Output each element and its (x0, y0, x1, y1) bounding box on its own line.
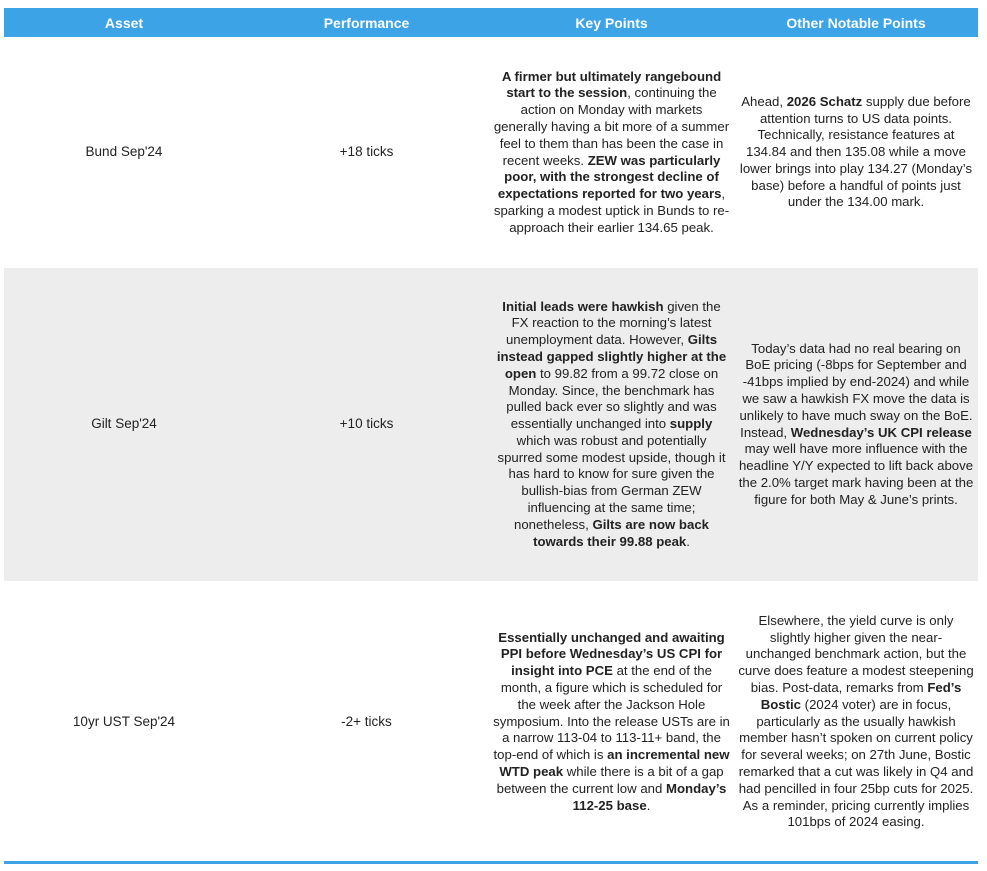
key-points-cell (489, 581, 734, 863)
other-notable-points-cell (734, 37, 978, 268)
key-points-cell (489, 37, 734, 268)
body-text: which was robust and potentially spurred some modest upside, though it has hard to know for sure given the bullish-bias from German ZEW influencing at the same time; nonetheless, (497, 432, 726, 532)
body-text: Elsewhere, the yield curve is only slightly higher given the near-unchanged benchmark action, but the curve does feature a modest steepening bias. Post-data, remarks from (738, 612, 974, 695)
emphasis-text: 2026 Schatz (786, 93, 863, 109)
asset-cell: Gilt Sep'24 (91, 416, 157, 432)
body-text: (2024 voter) are in focus, particularly as the usually hawkish member hasn’t spoken on current policy for several weeks; on 27th June, Bostic remarked that a cut was likely in Q4 and had pencilled in four 25bp cuts for 2025. As a reminder, pricing currently implies 101bps of 2024 easing. (738, 696, 974, 830)
body-text: supply due before attention turns to US data points. Technically, resistance features at 134.84 and then 135.08 while a move lower brings into play 134.27 (Monday’s base) before a handful of points just under the 134.00 mark. (739, 93, 973, 210)
body-text: . (686, 533, 690, 549)
header-asset: Asset (104, 14, 144, 31)
table-row-gilt (4, 268, 978, 581)
emphasis-text: Gilts instead gapped slightly higher at the open (496, 332, 727, 381)
body-text: . (646, 797, 651, 813)
body-text: at the end of the month, a figure which is scheduled for the week after the Jackson Hole symposium. Into the release USTs are in a narrow 113-04 to 113-11+ band, the top-end of which is (493, 663, 730, 763)
body-text: Ahead, (741, 93, 787, 109)
emphasis-text: Fed’s Bostic (760, 680, 962, 712)
emphasis-text: Monday’s 112-25 base (572, 780, 727, 813)
emphasis-text: A firmer but ultimately rangebound start to the session (501, 68, 722, 101)
emphasis-text: Wednesday’s UK CPI release (790, 424, 972, 440)
bottom-divider (4, 861, 978, 864)
performance-cell: +10 ticks (339, 416, 394, 432)
body-text: while there is a bit of a gap between the current low and (496, 763, 724, 796)
body-text: , sparking a modest uptick in Bunds to re-approach their earlier 134.65 peak. (493, 186, 730, 235)
other-notable-points-cell (734, 268, 978, 581)
performance-cell: +18 ticks (339, 144, 394, 160)
emphasis-text: an incremental new WTD peak (499, 747, 730, 779)
body-text: given the FX reaction to the morning’s latest unemployment data. However, (505, 298, 721, 348)
asset-cell: Bund Sep'24 (85, 144, 163, 160)
emphasis-text: ZEW was particularly poor, with the strongest decline of expectations reported for two years (497, 152, 722, 202)
body-text: may well have more influence with the headline Y/Y expected to lift back above the 2.0% target mark having been at the figure for both May & June’s prints. (738, 441, 974, 507)
header-performance: Performance (323, 14, 410, 31)
emphasis-text: Gilts are now back towards their 99.88 peak (533, 516, 709, 549)
performance-cell: -2+ ticks (341, 713, 392, 729)
body-text: Today’s data had no real bearing on BoE pricing (-8bps for September and -41bps implied by end-2024) and while we saw a hawkish FX move the data is unlikely to have much sway on the BoE. Instead, (739, 340, 973, 440)
table-row-ust (4, 581, 978, 863)
key-points-cell (489, 268, 734, 581)
other-notable-points-cell (734, 581, 978, 863)
emphasis-text: Initial leads were hawkish (502, 298, 664, 314)
asset-cell: 10yr UST Sep'24 (72, 713, 176, 729)
header-other-notable-points: Other Notable Points (786, 14, 926, 31)
header-row (4, 8, 978, 37)
market-summary-table (4, 8, 978, 863)
header-key-points: Key Points (575, 14, 648, 31)
body-text: , continuing the action on Monday with markets generally having a bit more of a summer feel to them than has been the case in recent weeks. (493, 85, 730, 168)
emphasis-text: Essentially unchanged and awaiting PPI before Wednesday’s US CPI for insight into PCE (498, 629, 725, 679)
emphasis-text: supply (669, 416, 713, 432)
table-row-bund (4, 37, 978, 268)
body-text: to 99.82 from a 99.72 close on Monday. Since, the benchmark has pulled back ever so slightly and was essentially unchanged into (506, 365, 719, 432)
